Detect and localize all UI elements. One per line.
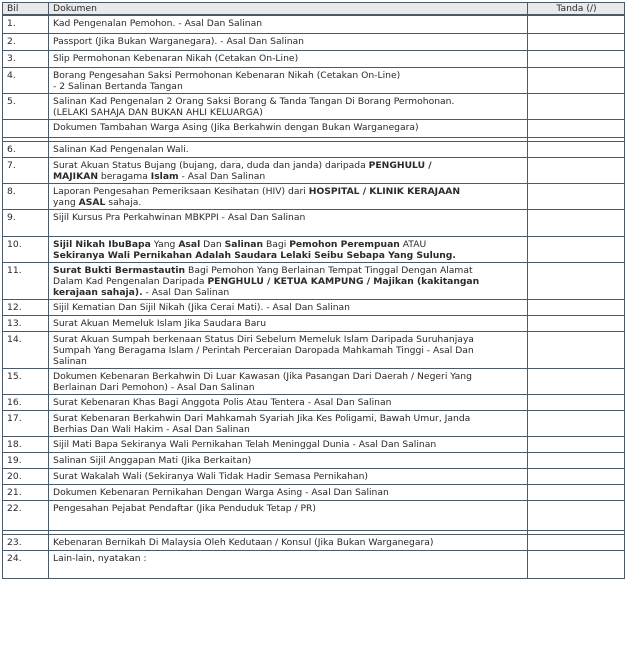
row-number: 5. [3, 93, 49, 119]
table-row [3, 33, 625, 50]
checklist-table [2, 2, 625, 579]
tanda-checkbox-cell[interactable] [528, 368, 625, 394]
document-description [49, 394, 528, 410]
row-number [3, 119, 49, 137]
tanda-checkbox-cell[interactable] [528, 484, 625, 500]
document-text: Pengesahan Pejabat Pendaftar (Jika Penduduk Tetap / PR) [53, 502, 316, 514]
table-row [3, 315, 625, 331]
row-number: 11. [3, 262, 49, 299]
document-text: Salinan Kad Pengenalan 2 Orang Saksi Borang & Tanda Tangan Di Borang Permohonan. (LELAKI SAHAJA DAN BUKAN AHLI KELUARGA) [53, 95, 455, 118]
table-row [3, 550, 625, 578]
document-text: Salinan Kad Pengenalan Wali. [53, 143, 189, 155]
table-row [3, 119, 625, 137]
document-description [49, 436, 528, 452]
document-text: Bagi Pemohon Yang Berlainan Tempat Tinggal Dengan Alamat Dalam Kad Pengenalan Daripada [53, 264, 473, 287]
document-text: Surat Akuan Sumpah berkenaan Status Diri Sebelum Memeluk Islam Daripada Suruhanjaya Sumpah Yang Beragama Islam / Perintah Perceraian Daropada Mahkamah Tinggi - Asal Dan Salinan [53, 333, 474, 367]
tanda-checkbox-cell[interactable] [528, 315, 625, 331]
document-text-bold: Asal [178, 238, 201, 250]
tanda-checkbox-cell[interactable] [528, 331, 625, 368]
document-text: Surat Akuan Status Bujang (bujang, dara, duda dan janda) daripada [53, 159, 369, 171]
document-description [49, 236, 528, 262]
row-number: 20. [3, 468, 49, 484]
table-row [3, 534, 625, 550]
document-description [49, 368, 528, 394]
document-description [49, 484, 528, 500]
tanda-checkbox-cell[interactable] [528, 550, 625, 578]
tanda-checkbox-cell[interactable] [528, 119, 625, 137]
document-text: Dokumen Tambahan Warga Asing (Jika Berkahwin dengan Bukan Warganegara) [53, 121, 419, 133]
row-number: 10. [3, 236, 49, 262]
tanda-checkbox-cell[interactable] [528, 93, 625, 119]
document-description [49, 183, 528, 209]
document-text-bold: Salinan [224, 238, 264, 250]
document-text-bold: HOSPITAL / KLINIK KERAJAAN [308, 185, 461, 197]
table-row [3, 468, 625, 484]
row-number: 12. [3, 299, 49, 315]
document-description [49, 331, 528, 368]
tanda-checkbox-cell[interactable] [528, 141, 625, 157]
checklist-body [3, 15, 625, 578]
document-text: Surat Wakalah Wali (Sekiranya Wali Tidak Hadir Semasa Pernikahan) [53, 470, 368, 482]
header-tanda: Tanda (/) [528, 3, 625, 16]
document-description [49, 67, 528, 93]
document-description [49, 262, 528, 299]
document-text-bold: ASAL [78, 196, 106, 208]
row-number: 19. [3, 452, 49, 468]
table-header-row [3, 3, 625, 16]
row-number: 2. [3, 33, 49, 50]
document-text: Yang [150, 238, 179, 250]
table-row [3, 67, 625, 93]
tanda-checkbox-cell[interactable] [528, 209, 625, 236]
document-text-bold: PENGHULU / KETUA KAMPUNG / Majikan (kakitangan kerajaan sahaja). [53, 275, 480, 298]
row-number: 1. [3, 15, 49, 33]
row-number: 24. [3, 550, 49, 578]
document-text: - Asal Dan Salinan [178, 170, 266, 182]
document-description [49, 50, 528, 67]
row-number: 22. [3, 500, 49, 530]
tanda-checkbox-cell[interactable] [528, 468, 625, 484]
document-description [49, 500, 528, 530]
document-text-bold: Pemohon Perempuan [289, 238, 400, 250]
tanda-checkbox-cell[interactable] [528, 262, 625, 299]
tanda-checkbox-cell[interactable] [528, 33, 625, 50]
document-description [49, 15, 528, 33]
document-description [49, 209, 528, 236]
row-number: 4. [3, 67, 49, 93]
document-text: Passport (Jika Bukan Warganegara). - Asal Dan Salinan [53, 35, 304, 47]
table-row [3, 299, 625, 315]
row-number: 8. [3, 183, 49, 209]
document-description [49, 141, 528, 157]
table-row [3, 93, 625, 119]
tanda-checkbox-cell[interactable] [528, 183, 625, 209]
tanda-checkbox-cell[interactable] [528, 534, 625, 550]
document-description [49, 299, 528, 315]
tanda-checkbox-cell[interactable] [528, 299, 625, 315]
tanda-checkbox-cell[interactable] [528, 500, 625, 530]
document-text-bold: Sekiranya Wali Pernikahan Adalah Saudara Lelaki Seibu Sebapa Yang Sulung. [53, 249, 456, 261]
row-number: 17. [3, 410, 49, 436]
document-text: Dan [200, 238, 225, 250]
document-checklist [2, 2, 624, 579]
row-number: 23. [3, 534, 49, 550]
row-number: 21. [3, 484, 49, 500]
document-description [49, 452, 528, 468]
table-row [3, 331, 625, 368]
row-number: 13. [3, 315, 49, 331]
table-row [3, 452, 625, 468]
document-description [49, 119, 528, 137]
row-number: 9. [3, 209, 49, 236]
tanda-checkbox-cell[interactable] [528, 394, 625, 410]
table-row [3, 410, 625, 436]
document-text: Dokumen Kebenaran Pernikahan Dengan Warga Asing - Asal Dan Salinan [53, 486, 389, 498]
document-description [49, 315, 528, 331]
table-row [3, 500, 625, 530]
document-description [49, 550, 528, 578]
table-row [3, 15, 625, 33]
document-text: Laporan Pengesahan Pemeriksaan Kesihatan (HIV) dari [53, 185, 309, 197]
document-text: Kebenaran Bernikah Di Malaysia Oleh Kedutaan / Konsul (Jika Bukan Warganegara) [53, 536, 434, 548]
document-text: sahaja. [105, 196, 142, 208]
document-text: Sijil Kursus Pra Perkahwinan MBKPPI - Asal Dan Salinan [53, 211, 306, 223]
document-description [49, 534, 528, 550]
row-number: 6. [3, 141, 49, 157]
table-row [3, 484, 625, 500]
row-number: 16. [3, 394, 49, 410]
table-row [3, 436, 625, 452]
document-text: beragama [98, 170, 151, 182]
table-row [3, 368, 625, 394]
header-dokumen: Dokumen [49, 3, 528, 16]
row-number: 18. [3, 436, 49, 452]
document-text-bold: PENGHULU / [368, 159, 432, 171]
header-bil: Bil [3, 3, 49, 16]
tanda-checkbox-cell[interactable] [528, 15, 625, 33]
document-text-bold: Islam [150, 170, 179, 182]
document-text: Surat Kebenaran Khas Bagi Anggota Polis Atau Tentera - Asal Dan Salinan [53, 396, 392, 408]
document-description [49, 157, 528, 183]
document-text: Dokumen Kebenaran Berkahwin Di Luar Kawasan (Jika Pasangan Dari Daerah / Negeri Yang Berlainan Dari Pemohon) - Asal Dan Salinan [53, 370, 472, 393]
row-number: 15. [3, 368, 49, 394]
table-row [3, 50, 625, 67]
document-text: Surat Kebenaran Berkahwin Dari Mahkamah Syariah Jika Kes Poligami, Bawah Umur, Janda Berhias Dan Wali Hakim - Asal Dan Salinan [53, 412, 471, 435]
document-text: Bagi [263, 238, 290, 250]
document-text: Kad Pengenalan Pemohon. - Asal Dan Salinan [53, 18, 263, 29]
tanda-checkbox-cell[interactable] [528, 236, 625, 262]
table-row [3, 183, 625, 209]
table-row [3, 141, 625, 157]
table-row [3, 236, 625, 262]
document-description [49, 93, 528, 119]
table-row [3, 262, 625, 299]
table-row [3, 209, 625, 236]
document-text: Surat Akuan Memeluk Islam Jika Saudara Baru [53, 317, 267, 329]
row-number: 14. [3, 331, 49, 368]
row-number: 3. [3, 50, 49, 67]
document-description [49, 410, 528, 436]
table-row [3, 157, 625, 183]
tanda-checkbox-cell[interactable] [528, 452, 625, 468]
document-description [49, 468, 528, 484]
document-text: yang [53, 196, 76, 208]
tanda-checkbox-cell[interactable] [528, 157, 625, 183]
document-text: - Asal Dan Salinan [142, 286, 230, 298]
document-text: ATAU [402, 238, 427, 250]
document-text: Slip Permohonan Kebenaran Nikah (Cetakan On-Line) [53, 52, 299, 64]
tanda-checkbox-cell[interactable] [528, 67, 625, 93]
document-description [49, 33, 528, 50]
document-text: Salinan Sijil Anggapan Mati (Jika Berkaitan) [53, 454, 252, 466]
document-text-bold: Surat Bukti Bermastautin [53, 264, 186, 276]
tanda-checkbox-cell[interactable] [528, 410, 625, 436]
document-text: Borang Pengesahan Saksi Permohonan Kebenaran Nikah (Cetakan On-Line) - 2 Salinan Bertanda Tangan [53, 69, 401, 92]
tanda-checkbox-cell[interactable] [528, 436, 625, 452]
table-row [3, 394, 625, 410]
tanda-checkbox-cell[interactable] [528, 50, 625, 67]
document-text-bold: MAJIKAN [53, 170, 99, 182]
document-text: Lain-lain, nyatakan : [53, 552, 147, 564]
document-text-bold: Sijil Nikah IbuBapa [53, 238, 151, 250]
row-number: 7. [3, 157, 49, 183]
document-text: Sijil Kematian Dan Sijil Nikah (Jika Cerai Mati). - Asal Dan Salinan [53, 301, 351, 313]
document-text: Sijil Mati Bapa Sekiranya Wali Pernikahan Telah Meninggal Dunia - Asal Dan Salinan [53, 438, 437, 450]
